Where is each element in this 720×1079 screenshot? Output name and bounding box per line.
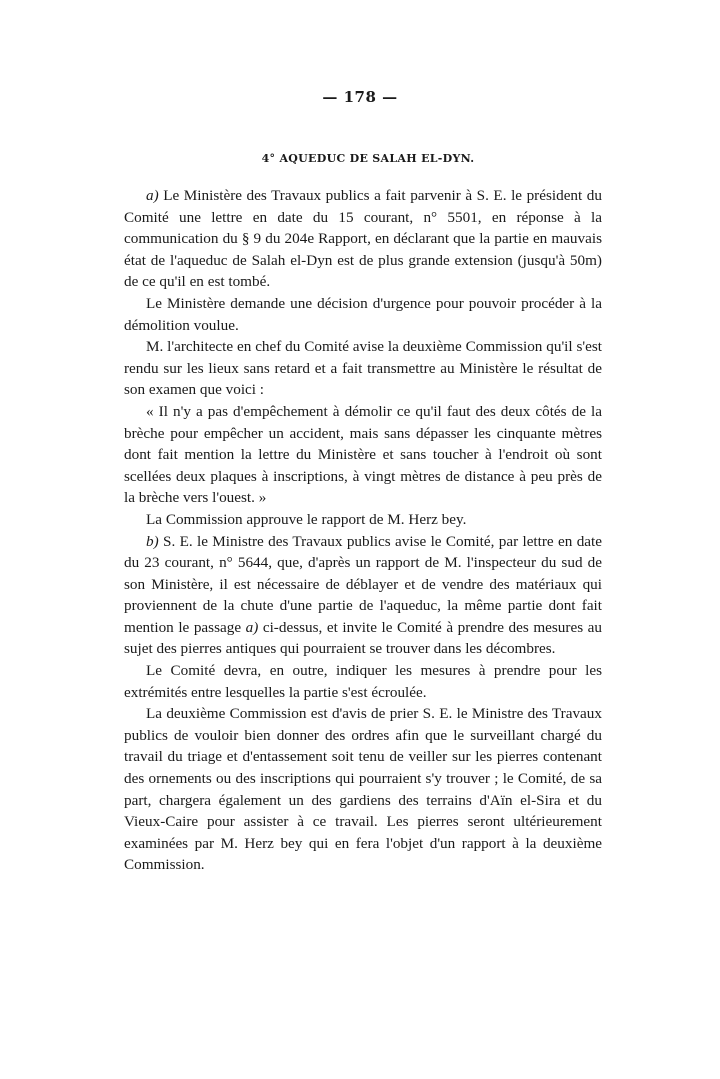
paragraph-marker: a) <box>146 187 159 204</box>
paragraph <box>124 336 602 401</box>
paragraph-text: Le Comité devra, en outre, indiquer les mesures à prendre pour les extrémités entre lesquelles la partie s'est écroulée. <box>124 662 602 701</box>
paragraph-quote <box>124 401 602 509</box>
paragraph-text: « Il n'y a pas d'empêchement à démolir ce qu'il faut des deux côtés de la brèche pour empêcher un accident, mais sans dépasser les cinquante mètres dont fait mention la lettre du Ministère et sans toucher à l'endroit où sont scellées deux plaques à inscriptions, à vingt mètres de distance à peu près de la brèche vers l'ouest. » <box>124 402 602 507</box>
inline-reference-marker: a) <box>245 618 259 636</box>
paragraph-text: Le Ministère demande une décision d'urgence pour pouvoir procéder à la démolition voulue. <box>124 294 602 334</box>
section-heading: 4° AQUEDUC DE SALAH EL-DYN. <box>261 152 475 165</box>
paragraph-text: S. E. le Ministre des Travaux publics avise le Comité, par lettre en date du 23 courant, n° 5644, que, d'après un rapport de M. l'inspecteur du sud de son Ministère, il est nécessaire de déblayer et de vendre des matériaux qui proviennent de la chute d'une partie de l'aqueduc, la même partie dont fait mention le passage <box>124 532 602 636</box>
paragraph <box>124 293 602 336</box>
paragraph-text: La Commission approuve le rapport de M. Herz bey. <box>146 510 467 528</box>
paragraph <box>124 660 602 703</box>
page-number: — 178 — <box>322 88 398 106</box>
paragraph <box>124 509 602 531</box>
paragraph-text: Le Ministère des Travaux publics a fait parvenir à S. E. le président du Comité une lettre en date du 15 courant, n° 5501, en réponse à la communication du § 9 du 204e Rapport, en déclarant que la partie en mauvais état de l'aqueduc de Salah el-Dyn est de plus grande extension (jusqu'à 50m) de ce qu'il en est tombé. <box>124 187 602 291</box>
paragraph-b <box>124 531 602 661</box>
paragraph-a <box>124 185 602 293</box>
paragraph-text-tail: ci-dessus, et invite le Comité à prendre des mesures au sujet des pierres antiques qui pourraient se trouver dans les décombres. <box>124 618 603 658</box>
paragraph-text: M. l'architecte en chef du Comité avise la deuxième Commission qu'il s'est rendu sur les lieux sans retard et a fait transmettre au Ministère le résultat de son examen que voici : <box>124 338 602 399</box>
paragraph-text: La deuxième Commission est d'avis de prier S. E. le Ministre des Travaux publics de vouloir bien donner des ordres afin que le surveillant chargé du travail du triage et d'entassement soit tenu de veiller sur les pierres contenant des ornements ou des inscriptions qui pourraient s'y trouver ; le Comité, de sa part, chargera également un des gardiens des terrains d'Aïn el-Sira et du Vieux-Caire pour assister à ce travail. Les pierres seront ultérieurement examinées par M. Herz bey qui en fera l'objet d'un rapport à la deuxième Commission. <box>124 705 602 874</box>
paragraph <box>124 703 602 876</box>
body-text <box>124 185 602 876</box>
paragraph-marker: b) <box>146 532 159 550</box>
